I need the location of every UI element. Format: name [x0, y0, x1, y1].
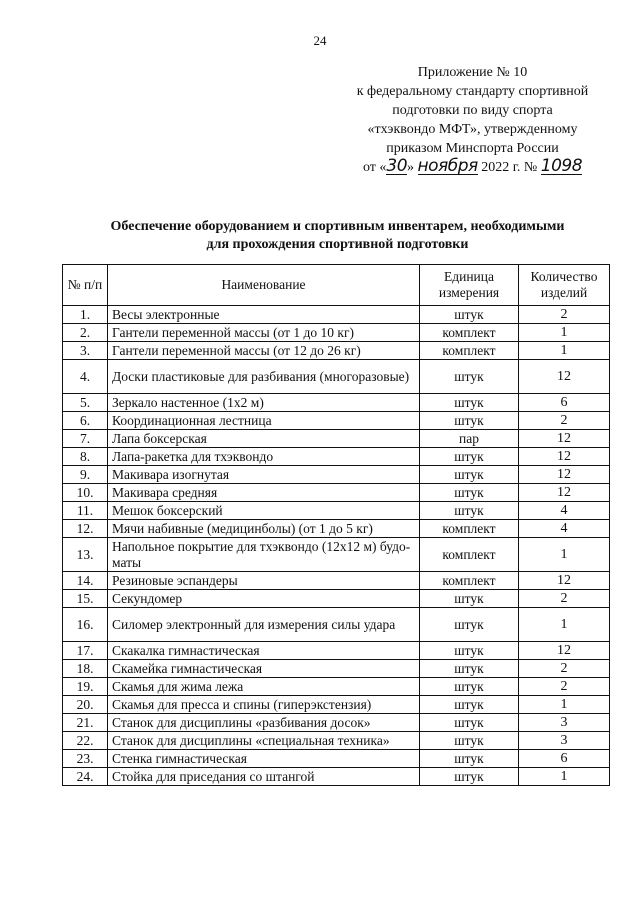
appendix-line-3: подготовки по виду спорта: [392, 103, 553, 118]
cell-num: 16.: [63, 608, 108, 642]
table-row: [63, 466, 610, 484]
cell-qty: 3: [519, 714, 610, 732]
title-line-1: Обеспечение оборудованием и спортивным инвентарем, необходимыми: [110, 219, 565, 234]
date-quote-close: »: [407, 160, 415, 175]
table-row: [63, 642, 610, 660]
cell-name: Мячи набивные (медицинболы) (от 1 до 5 кг): [108, 520, 420, 538]
cell-qty: 12: [519, 360, 610, 394]
cell-name: Координационная лестница: [108, 412, 420, 430]
cell-name: Резиновые эспандеры: [108, 572, 420, 590]
cell-unit: штук: [420, 660, 519, 678]
document-title: [60, 218, 615, 254]
cell-name: Лапа-ракетка для тхэквондо: [108, 448, 420, 466]
table-row: [63, 360, 610, 394]
header-unit: Единица измерения: [420, 265, 519, 306]
cell-qty: 1: [519, 342, 610, 360]
table-row: [63, 502, 610, 520]
cell-num: 11.: [63, 502, 108, 520]
table-row: [63, 484, 610, 502]
table-row: [63, 678, 610, 696]
table-body: [63, 306, 610, 786]
cell-unit: штук: [420, 678, 519, 696]
cell-unit: комплект: [420, 572, 519, 590]
cell-num: 1.: [63, 306, 108, 324]
order-number: 1098: [540, 156, 583, 176]
appendix-line-1: Приложение № 10: [417, 65, 528, 80]
cell-qty: 2: [519, 590, 610, 608]
cell-name: Стенка гимнастическая: [108, 750, 420, 768]
cell-name: Секундомер: [108, 590, 420, 608]
header-name: Наименование: [108, 265, 420, 306]
table-row: [63, 538, 610, 572]
header-qty: Количество изделий: [519, 265, 610, 306]
cell-name: Лапа боксерская: [108, 430, 420, 448]
cell-qty: 12: [519, 572, 610, 590]
cell-unit: штук: [420, 306, 519, 324]
cell-name: Макивара изогнутая: [108, 466, 420, 484]
cell-num: 4.: [63, 360, 108, 394]
inventory-table: [62, 264, 610, 786]
cell-num: 13.: [63, 538, 108, 572]
table-row: [63, 660, 610, 678]
cell-num: 7.: [63, 430, 108, 448]
cell-num: 6.: [63, 412, 108, 430]
cell-name: Скакалка гимнастическая: [108, 642, 420, 660]
cell-num: 20.: [63, 696, 108, 714]
cell-unit: комплект: [420, 520, 519, 538]
cell-qty: 1: [519, 608, 610, 642]
cell-qty: 6: [519, 750, 610, 768]
table-row: [63, 430, 610, 448]
cell-unit: штук: [420, 750, 519, 768]
table-row: [63, 394, 610, 412]
cell-unit: штук: [420, 466, 519, 484]
cell-qty: 12: [519, 430, 610, 448]
cell-unit: штук: [420, 696, 519, 714]
table-row: [63, 306, 610, 324]
cell-unit: штук: [420, 590, 519, 608]
cell-name: Напольное покрытие для тхэквондо (12х12 м) будо-маты: [108, 538, 420, 572]
cell-num: 22.: [63, 732, 108, 750]
cell-qty: 2: [519, 660, 610, 678]
title-line-2: для прохождения спортивной подготовки: [206, 237, 469, 252]
table-row: [63, 696, 610, 714]
cell-name: Весы электронные: [108, 306, 420, 324]
cell-qty: 12: [519, 484, 610, 502]
cell-unit: пар: [420, 430, 519, 448]
cell-name: Зеркало настенное (1х2 м): [108, 394, 420, 412]
cell-num: 18.: [63, 660, 108, 678]
appendix-line-4: «тхэквондо МФТ», утвержденному: [367, 122, 578, 137]
order-date-line: [340, 158, 605, 177]
table-row: [63, 412, 610, 430]
table-row: [63, 448, 610, 466]
cell-unit: штук: [420, 502, 519, 520]
cell-qty: 4: [519, 502, 610, 520]
cell-num: 12.: [63, 520, 108, 538]
cell-name: Скамейка гимнастическая: [108, 660, 420, 678]
table-row: [63, 608, 610, 642]
table-row: [63, 590, 610, 608]
cell-num: 19.: [63, 678, 108, 696]
appendix-line-2: к федеральному стандарту спортивной: [356, 84, 589, 99]
date-year: 2022 г. №: [481, 160, 538, 175]
table-row: [63, 324, 610, 342]
cell-num: 23.: [63, 750, 108, 768]
cell-num: 2.: [63, 324, 108, 342]
cell-num: 17.: [63, 642, 108, 660]
cell-unit: штук: [420, 642, 519, 660]
cell-qty: 1: [519, 324, 610, 342]
cell-qty: 1: [519, 538, 610, 572]
cell-num: 24.: [63, 768, 108, 786]
cell-unit: штук: [420, 360, 519, 394]
cell-num: 5.: [63, 394, 108, 412]
cell-unit: комплект: [420, 342, 519, 360]
table-row: [63, 732, 610, 750]
cell-name: Доски пластиковые для разбивания (многоразовые): [108, 360, 420, 394]
cell-name: Скамья для пресса и спины (гиперэкстензия): [108, 696, 420, 714]
appendix-line-5: приказом Минспорта России: [386, 141, 559, 156]
cell-num: 14.: [63, 572, 108, 590]
cell-num: 21.: [63, 714, 108, 732]
cell-qty: 4: [519, 520, 610, 538]
cell-name: Скамья для жима лежа: [108, 678, 420, 696]
cell-unit: штук: [420, 448, 519, 466]
cell-num: 3.: [63, 342, 108, 360]
appendix-header: [340, 63, 605, 177]
table-row: [63, 714, 610, 732]
table-header-row: [63, 265, 610, 306]
cell-unit: штук: [420, 608, 519, 642]
header-num: № п/п: [63, 265, 108, 306]
cell-name: Станок для дисциплины «разбивания досок»: [108, 714, 420, 732]
table-row: [63, 572, 610, 590]
cell-unit: штук: [420, 732, 519, 750]
cell-qty: 12: [519, 466, 610, 484]
date-prefix: от «: [362, 160, 387, 175]
table-row: [63, 768, 610, 786]
cell-num: 15.: [63, 590, 108, 608]
cell-qty: 2: [519, 412, 610, 430]
cell-unit: штук: [420, 484, 519, 502]
page-number: 24: [313, 33, 327, 48]
cell-qty: 6: [519, 394, 610, 412]
table-row: [63, 750, 610, 768]
cell-qty: 1: [519, 696, 610, 714]
cell-name: Гантели переменной массы (от 1 до 10 кг): [108, 324, 420, 342]
cell-unit: комплект: [420, 538, 519, 572]
cell-qty: 2: [519, 306, 610, 324]
cell-num: 8.: [63, 448, 108, 466]
cell-name: Станок для дисциплины «специальная техника»: [108, 732, 420, 750]
cell-qty: 12: [519, 448, 610, 466]
cell-unit: штук: [420, 412, 519, 430]
date-day: 30: [386, 156, 408, 176]
date-month: ноября: [417, 156, 478, 176]
cell-qty: 1: [519, 768, 610, 786]
cell-num: 10.: [63, 484, 108, 502]
cell-qty: 2: [519, 678, 610, 696]
cell-qty: 12: [519, 642, 610, 660]
cell-num: 9.: [63, 466, 108, 484]
cell-name: Силомер электронный для измерения силы удара: [108, 608, 420, 642]
table-row: [63, 520, 610, 538]
table-row: [63, 342, 610, 360]
cell-unit: штук: [420, 768, 519, 786]
cell-qty: 3: [519, 732, 610, 750]
cell-name: Макивара средняя: [108, 484, 420, 502]
cell-unit: штук: [420, 394, 519, 412]
cell-unit: штук: [420, 714, 519, 732]
cell-name: Гантели переменной массы (от 12 до 26 кг): [108, 342, 420, 360]
cell-unit: комплект: [420, 324, 519, 342]
cell-name: Мешок боксерский: [108, 502, 420, 520]
cell-name: Стойка для приседания со штангой: [108, 768, 420, 786]
